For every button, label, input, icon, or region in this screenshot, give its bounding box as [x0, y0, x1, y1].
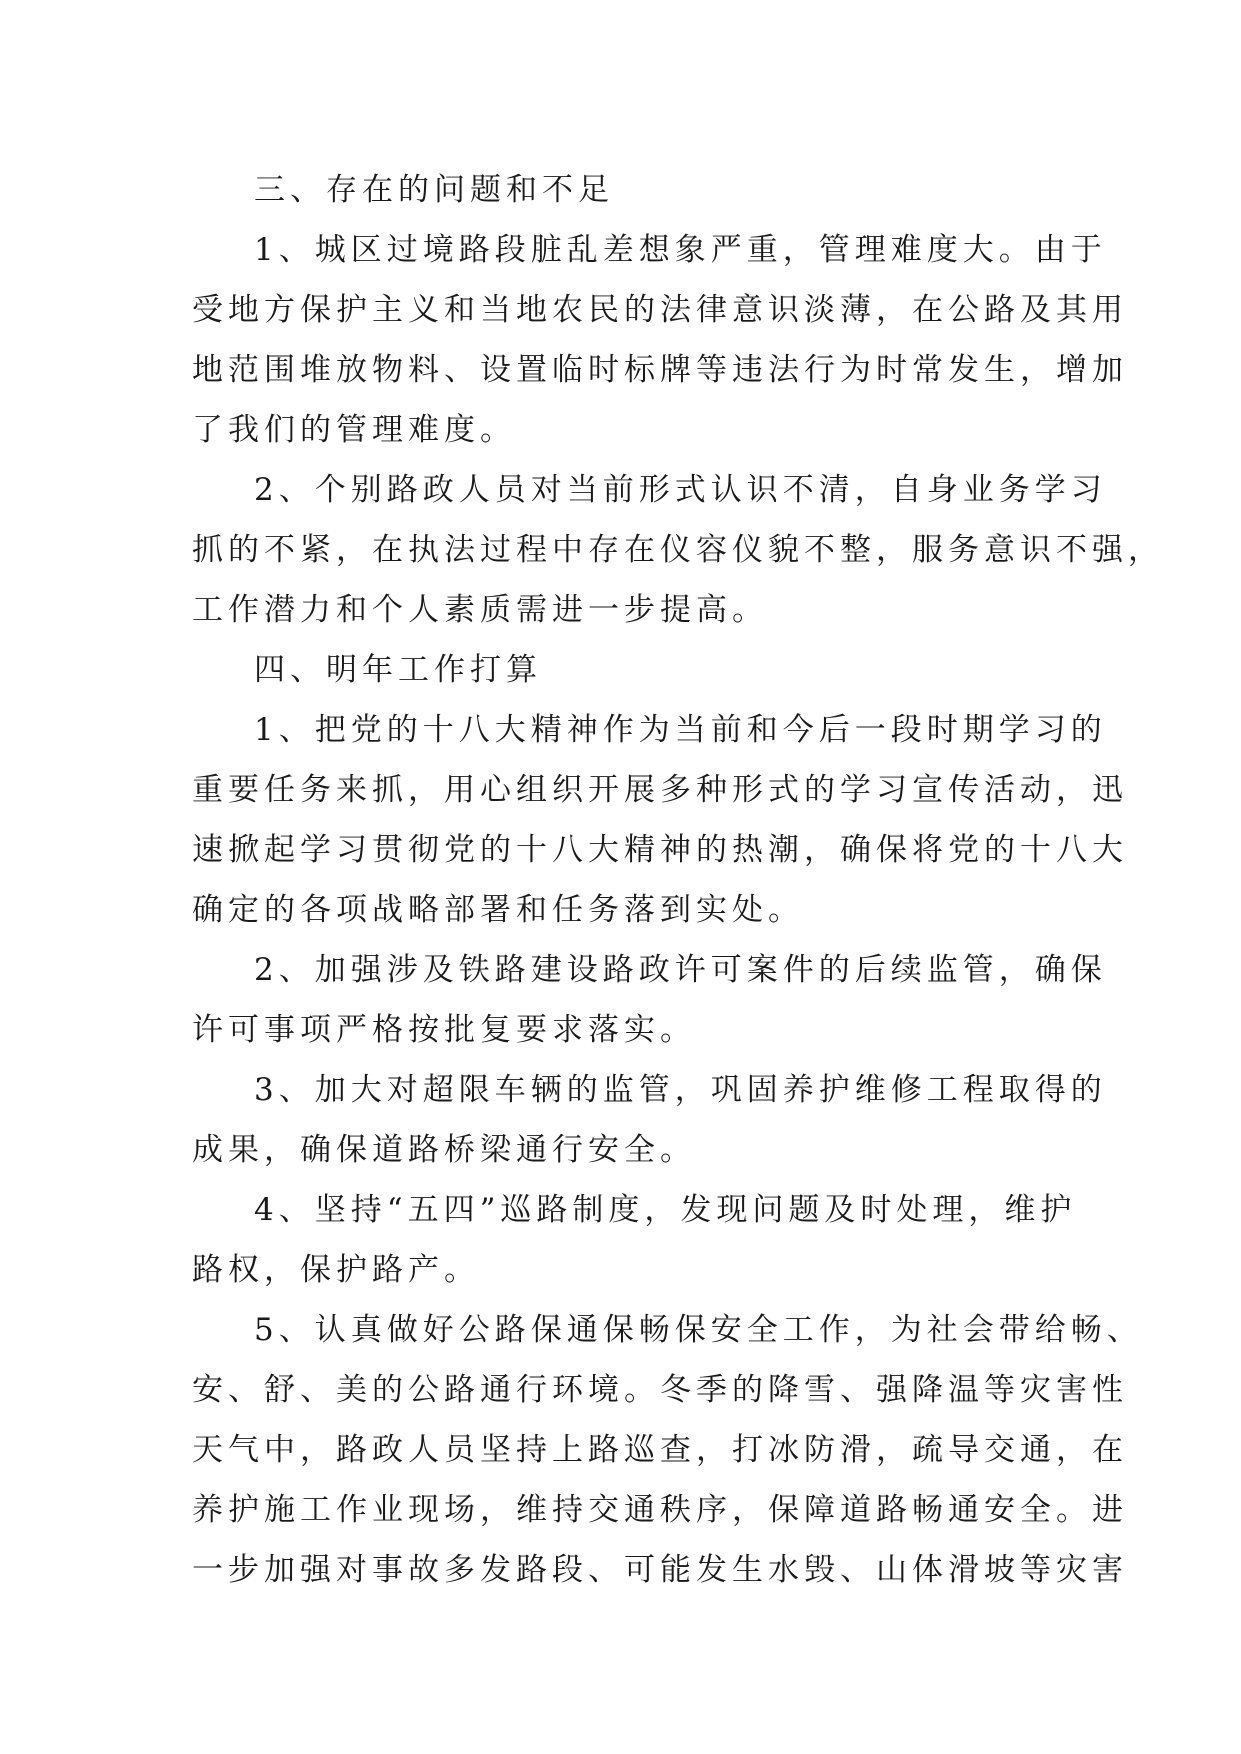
paragraph-line: 3、加大对超限车辆的监管，巩固养护维修工程取得的 [254, 1072, 1107, 1108]
paragraph-line: 2、个别路政人员对当前形式认识不清，自身业务学习 [254, 472, 1107, 508]
paragraph-line: 工作潜力和个人素质需进一步提高。 [192, 592, 768, 628]
paragraph-line: 抓的不紧，在执法过程中存在仪容仪貌不整，服务意识不强， [192, 532, 1164, 568]
paragraph-line: 1、把党的十八大精神作为当前和今后一段时期学习的 [254, 712, 1107, 748]
paragraph-line: 2、加强涉及铁路建设路政许可案件的后续监管，确保 [254, 952, 1107, 988]
paragraph-line: 地范围堆放物料、设置临时标牌等违法行为时常发生，增加 [192, 352, 1128, 388]
paragraph-line: 安、舒、美的公路通行环境。冬季的降雪、强降温等灾害性 [192, 1372, 1128, 1408]
paragraph-line: 一步加强对事故多发路段、可能发生水毁、山体滑坡等灾害 [192, 1552, 1128, 1588]
section-heading-plans: 四、明年工作打算 [254, 652, 542, 688]
document-body [192, 160, 1164, 1600]
paragraph-line: 1、城区过境路段脏乱差想象严重，管理难度大。由于 [254, 232, 1107, 268]
paragraph-line: 速掀起学习贯彻党的十八大精神的热潮，确保将党的十八大 [192, 832, 1128, 868]
paragraph-line: 5、认真做好公路保通保畅保安全工作，为社会带给畅、 [254, 1312, 1143, 1348]
paragraph-line: 成果，确保道路桥梁通行安全。 [192, 1132, 696, 1168]
paragraph-line: 养护施工作业现场，维持交通秩序，保障道路畅通安全。进 [192, 1492, 1128, 1528]
paragraph-line: 受地方保护主义和当地农民的法律意识淡薄，在公路及其用 [192, 292, 1128, 328]
paragraph-line: 确定的各项战略部署和任务落到实处。 [192, 892, 804, 928]
paragraph-line: 许可事项严格按批复要求落实。 [192, 1012, 696, 1048]
paragraph-line: 4、坚持“五四”巡路制度，发现问题及时处理，维护 [254, 1192, 1077, 1228]
paragraph-line: 重要任务来抓，用心组织开展多种形式的学习宣传活动，迅 [192, 772, 1128, 808]
paragraph-line: 路权，保护路产。 [192, 1252, 480, 1288]
section-heading-problems: 三、存在的问题和不足 [254, 172, 614, 208]
paragraph-line: 了我们的管理难度。 [192, 412, 516, 448]
paragraph-line: 天气中，路政人员坚持上路巡查，打冰防滑，疏导交通，在 [192, 1432, 1128, 1468]
